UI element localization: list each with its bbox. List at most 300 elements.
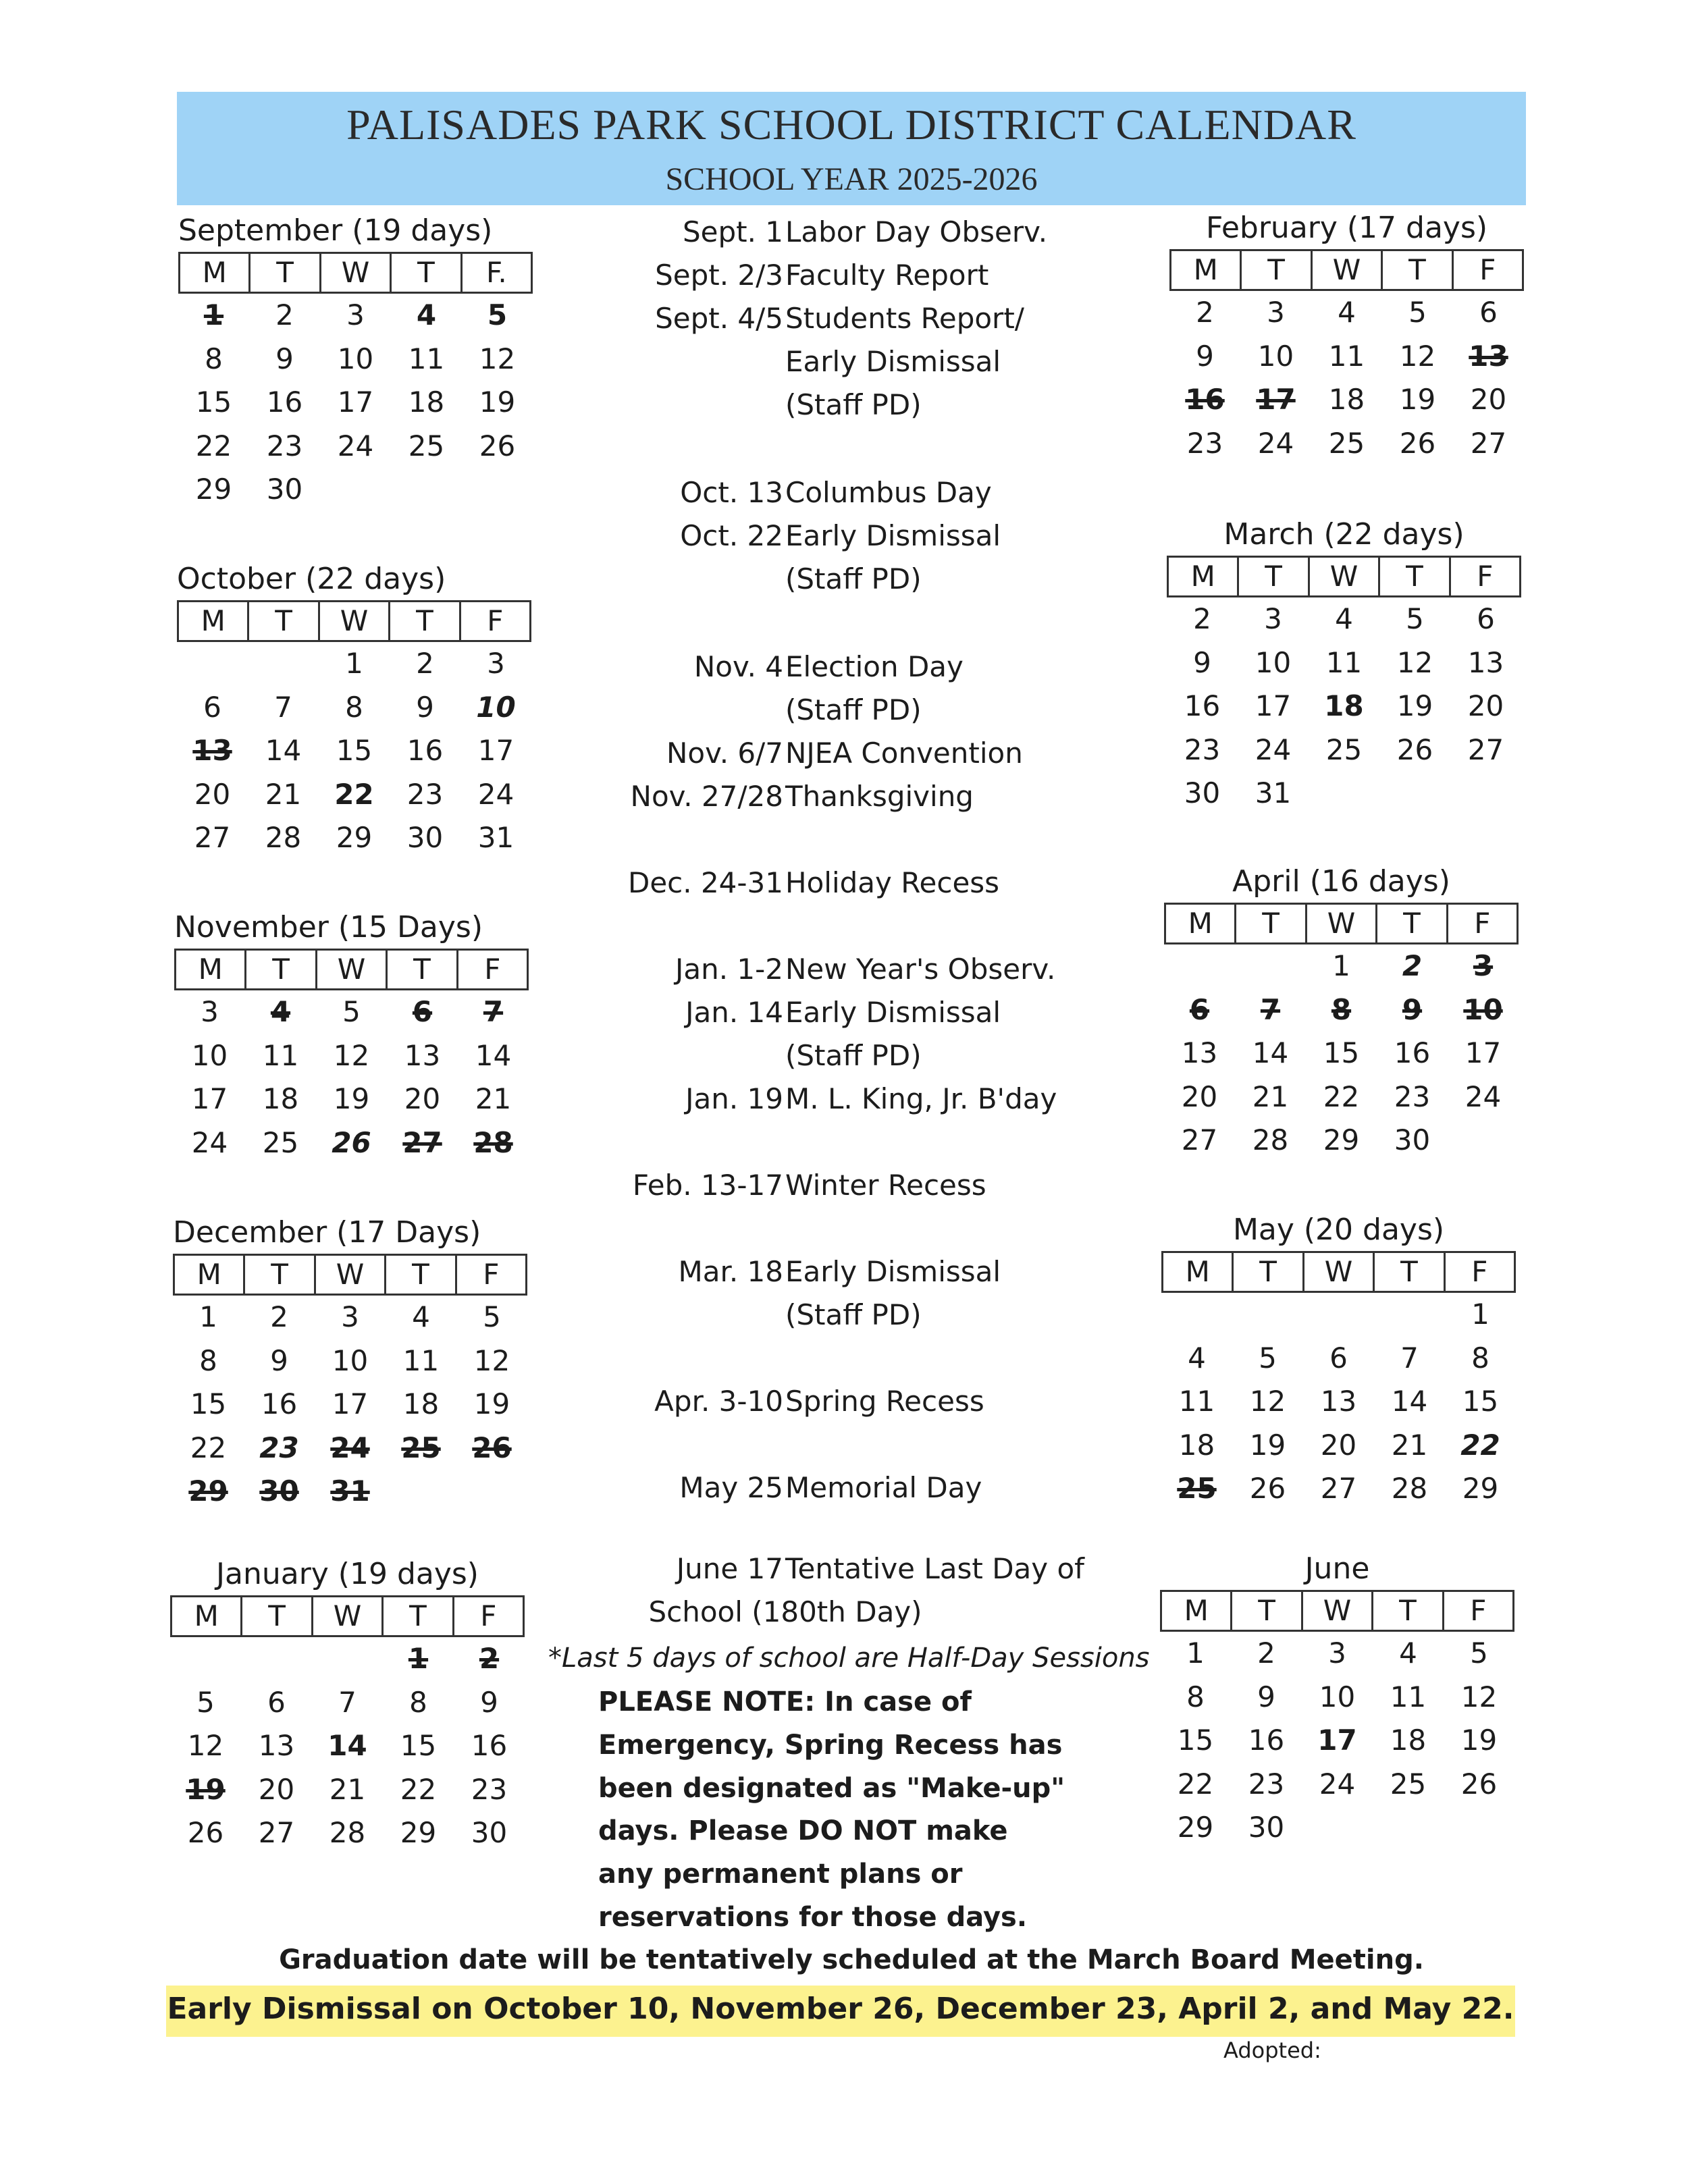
week-row bbox=[170, 1724, 525, 1768]
week-row bbox=[1161, 1293, 1516, 1337]
day-cell: 28 bbox=[1252, 1123, 1289, 1156]
day-cell: 6 bbox=[267, 1685, 286, 1719]
day-cell: 8 bbox=[205, 342, 223, 375]
weekday-label: T bbox=[1375, 905, 1446, 942]
weekday-label: T bbox=[244, 951, 315, 988]
week-row bbox=[178, 338, 533, 381]
weekday-label: T bbox=[381, 1597, 452, 1635]
event-text: Early Dismissal bbox=[785, 519, 1001, 552]
day-cell: 22 bbox=[1323, 1080, 1360, 1113]
day-cell: 3 bbox=[341, 1300, 359, 1333]
day-cell: 26 bbox=[1249, 1472, 1286, 1505]
day-cell: 29 bbox=[1177, 1811, 1214, 1844]
day-cell: 16 bbox=[1185, 383, 1225, 416]
day-cell: 16 bbox=[471, 1729, 508, 1762]
day-cell: 24 bbox=[477, 777, 515, 811]
weekday-header bbox=[173, 1254, 527, 1296]
week-row bbox=[170, 1637, 525, 1681]
day-cell: 31 bbox=[1255, 776, 1292, 809]
day-cell: 19 bbox=[1396, 689, 1433, 722]
day-cell: 19 bbox=[186, 1772, 226, 1806]
month-may bbox=[1161, 1213, 1516, 1511]
day-cell: 2 bbox=[275, 298, 294, 331]
week-row bbox=[1164, 1075, 1519, 1119]
month-april bbox=[1164, 864, 1519, 1163]
week-row bbox=[173, 1383, 527, 1427]
weekday-label: T bbox=[1232, 1253, 1302, 1291]
day-cell: 15 bbox=[195, 385, 232, 419]
day-cell: 3 bbox=[346, 298, 365, 331]
day-cell: 22 bbox=[400, 1772, 437, 1806]
day-cell: 24 bbox=[1319, 1767, 1356, 1801]
day-cell: 17 bbox=[191, 1082, 228, 1115]
event-text: Thanksgiving bbox=[785, 780, 974, 813]
event-text: Labor Day Observ. bbox=[785, 215, 1048, 248]
day-cell: 10 bbox=[332, 1343, 369, 1377]
week-row bbox=[177, 816, 531, 860]
month-title: February (17 days) bbox=[1205, 211, 1488, 245]
day-cell: 9 bbox=[480, 1685, 498, 1719]
weekday-label: M bbox=[198, 953, 223, 986]
week-row bbox=[1164, 944, 1519, 988]
event-date: Sept. 1 bbox=[682, 215, 783, 248]
weekday-label: F bbox=[1442, 1592, 1512, 1630]
event-row bbox=[567, 689, 1161, 732]
weekday-header bbox=[1167, 556, 1521, 597]
day-cell: 23 bbox=[406, 777, 444, 811]
event-row bbox=[567, 732, 1161, 775]
day-cell: 15 bbox=[336, 734, 373, 767]
day-cell: 9 bbox=[1193, 645, 1211, 679]
weekday-label: T bbox=[390, 254, 460, 292]
day-cell: 27 bbox=[1181, 1123, 1218, 1156]
event-row bbox=[567, 991, 1161, 1034]
day-cell: 11 bbox=[408, 342, 445, 375]
weekday-label: W bbox=[1305, 905, 1375, 942]
day-cell bbox=[1373, 1806, 1444, 1850]
week-row bbox=[178, 294, 533, 338]
month-title: December (17 Days) bbox=[173, 1215, 481, 1250]
day-cell: 4 bbox=[1338, 296, 1356, 329]
day-cell: 16 bbox=[406, 734, 444, 767]
week-row bbox=[1161, 1467, 1516, 1511]
event-text: New Year's Observ. bbox=[785, 953, 1056, 986]
event-row bbox=[567, 297, 1161, 340]
day-cell: 1 bbox=[1332, 949, 1350, 982]
weekday-label: W bbox=[1302, 1253, 1373, 1291]
week-row bbox=[170, 1811, 525, 1855]
day-cell: 30 bbox=[1248, 1811, 1285, 1844]
weekday-header bbox=[177, 600, 531, 642]
day-cell: 29 bbox=[336, 821, 373, 854]
day-cell: 16 bbox=[261, 1387, 298, 1420]
day-cell bbox=[312, 1637, 383, 1681]
day-cell: 30 bbox=[471, 1816, 508, 1849]
graduation-note: Graduation date will be tentatively scheduled at the March Board Meeting. bbox=[279, 1944, 1424, 1975]
day-cell: 3 bbox=[487, 647, 505, 680]
day-cell: 3 bbox=[1473, 949, 1494, 982]
day-cell: 25 bbox=[401, 1431, 441, 1464]
day-cell: 2 bbox=[1402, 949, 1423, 982]
day-cell: 5 bbox=[196, 1685, 215, 1719]
month-february bbox=[1169, 211, 1524, 465]
day-cell: 18 bbox=[1390, 1724, 1427, 1757]
day-cell: 5 bbox=[342, 995, 361, 1028]
day-cell: 10 bbox=[476, 690, 516, 724]
month-january bbox=[170, 1557, 525, 1855]
day-cell: 11 bbox=[1325, 645, 1363, 679]
month-title: January (19 days) bbox=[216, 1557, 479, 1591]
event-date: Nov. 27/28 bbox=[630, 780, 783, 813]
day-cell: 10 bbox=[337, 342, 374, 375]
event-row bbox=[567, 1380, 1161, 1423]
day-cell: 25 bbox=[1390, 1767, 1427, 1801]
day-cell: 25 bbox=[408, 429, 445, 462]
week-row bbox=[174, 1121, 529, 1165]
day-cell: 6 bbox=[412, 995, 433, 1028]
day-cell: 9 bbox=[270, 1343, 288, 1377]
day-cell: 6 bbox=[1477, 602, 1495, 635]
day-cell: 4 bbox=[1335, 602, 1353, 635]
day-cell: 18 bbox=[1324, 689, 1364, 722]
day-cell: 9 bbox=[416, 690, 434, 724]
weekday-label: M bbox=[1184, 1594, 1209, 1627]
day-cell: 23 bbox=[266, 429, 303, 462]
day-cell: 3 bbox=[201, 995, 219, 1028]
day-cell bbox=[386, 1470, 456, 1514]
day-cell: 31 bbox=[477, 821, 515, 854]
week-row bbox=[1160, 1763, 1514, 1807]
event-row bbox=[567, 383, 1161, 427]
day-cell: 17 bbox=[337, 385, 374, 419]
day-cell bbox=[241, 1637, 312, 1681]
weekday-label: T bbox=[388, 602, 458, 640]
day-cell: 14 bbox=[327, 1729, 367, 1762]
week-row bbox=[1164, 1032, 1519, 1075]
day-cell: 22 bbox=[195, 429, 232, 462]
day-cell: 4 bbox=[412, 1300, 430, 1333]
day-cell: 5 bbox=[1408, 296, 1427, 329]
event-row bbox=[567, 1034, 1161, 1077]
day-cell: 3 bbox=[1264, 602, 1282, 635]
event-date: Sept. 2/3 bbox=[655, 259, 783, 292]
day-cell: 12 bbox=[1249, 1385, 1286, 1418]
event-row bbox=[567, 861, 1161, 905]
day-cell: 15 bbox=[400, 1729, 437, 1762]
week-row bbox=[1160, 1632, 1514, 1676]
adopted-label: Adopted: bbox=[1223, 2037, 1321, 2063]
day-cell: 14 bbox=[265, 734, 302, 767]
day-cell: 28 bbox=[265, 821, 302, 854]
weekday-label: F bbox=[459, 602, 529, 640]
day-cell: 6 bbox=[1329, 1341, 1348, 1375]
day-cell: 14 bbox=[1252, 1036, 1289, 1069]
event-date: Oct. 13 bbox=[680, 476, 783, 509]
day-cell: 4 bbox=[416, 298, 437, 331]
day-cell bbox=[1374, 1293, 1445, 1337]
day-cell: 28 bbox=[1391, 1472, 1428, 1505]
event-text: NJEA Convention bbox=[785, 737, 1023, 770]
day-cell: 18 bbox=[402, 1387, 440, 1420]
week-row bbox=[170, 1681, 525, 1725]
weekday-label: F. bbox=[460, 254, 531, 292]
day-cell: 21 bbox=[1252, 1080, 1289, 1113]
day-cell: 2 bbox=[479, 1642, 500, 1675]
event-date: May 25 bbox=[679, 1471, 783, 1504]
day-cell: 20 bbox=[1467, 689, 1504, 722]
day-cell bbox=[1448, 1119, 1519, 1163]
day-cell: 9 bbox=[275, 342, 294, 375]
day-cell: 26 bbox=[472, 1431, 512, 1464]
event-text: Early Dismissal bbox=[785, 1255, 1001, 1288]
day-cell: 25 bbox=[1325, 733, 1363, 766]
day-cell: 19 bbox=[473, 1387, 510, 1420]
event-row bbox=[567, 254, 1161, 297]
day-cell: 13 bbox=[1181, 1036, 1218, 1069]
day-cell: 7 bbox=[338, 1685, 357, 1719]
day-cell: 15 bbox=[190, 1387, 227, 1420]
week-row bbox=[1167, 685, 1521, 728]
day-cell: 19 bbox=[479, 385, 516, 419]
weekday-label: T bbox=[1373, 1253, 1443, 1291]
event-row bbox=[567, 1250, 1161, 1294]
month-march bbox=[1167, 517, 1521, 816]
day-cell: 26 bbox=[479, 429, 516, 462]
day-cell bbox=[177, 642, 248, 686]
day-cell: 9 bbox=[1257, 1680, 1275, 1713]
weekday-label: W bbox=[315, 951, 386, 988]
event-row bbox=[567, 1591, 1161, 1634]
please-note-line: days. Please DO NOT make bbox=[598, 1815, 1008, 1847]
day-cell: 17 bbox=[1317, 1724, 1357, 1757]
day-cell: 12 bbox=[187, 1729, 224, 1762]
week-row bbox=[174, 1034, 529, 1078]
day-cell: 16 bbox=[1248, 1724, 1285, 1757]
day-cell: 31 bbox=[330, 1474, 370, 1508]
day-cell: 15 bbox=[1177, 1724, 1214, 1757]
half-day-note: *Last 5 days of school are Half-Day Sessions bbox=[548, 1643, 1150, 1674]
event-date: Dec. 24-31 bbox=[627, 866, 783, 899]
month-october bbox=[177, 562, 531, 860]
day-cell bbox=[1309, 772, 1379, 816]
weekday-label: M bbox=[1193, 253, 1218, 286]
day-cell: 24 bbox=[1465, 1080, 1502, 1113]
month-title: March (22 days) bbox=[1223, 517, 1465, 552]
day-cell: 24 bbox=[330, 1431, 370, 1464]
day-cell: 20 bbox=[194, 777, 231, 811]
day-cell: 10 bbox=[1255, 645, 1292, 679]
event-row bbox=[567, 211, 1161, 254]
month-december bbox=[173, 1215, 527, 1514]
weekday-label: T bbox=[1381, 251, 1451, 289]
weekday-header bbox=[170, 1595, 525, 1637]
week-row bbox=[173, 1470, 527, 1514]
event-date: Mar. 18 bbox=[678, 1255, 783, 1288]
event-date: Sept. 4/5 bbox=[655, 302, 783, 335]
day-cell: 13 bbox=[404, 1038, 441, 1072]
week-row bbox=[1160, 1719, 1514, 1763]
day-cell bbox=[1161, 1293, 1232, 1337]
day-cell bbox=[1450, 772, 1521, 816]
event-row bbox=[567, 340, 1161, 383]
day-cell: 13 bbox=[258, 1729, 295, 1762]
day-cell: 18 bbox=[1178, 1428, 1215, 1462]
month-title: November (15 Days) bbox=[174, 910, 483, 944]
day-cell: 14 bbox=[1391, 1385, 1428, 1418]
weekday-label: W bbox=[1301, 1592, 1371, 1630]
day-cell: 27 bbox=[194, 821, 231, 854]
day-cell: 10 bbox=[1319, 1680, 1356, 1713]
week-row bbox=[1169, 422, 1524, 466]
event-date: Nov. 6/7 bbox=[666, 737, 783, 770]
day-cell: 12 bbox=[1399, 339, 1436, 373]
event-text-cont: School (180th Day) bbox=[648, 1595, 922, 1628]
please-note bbox=[598, 1681, 1125, 1940]
day-cell: 1 bbox=[1186, 1636, 1205, 1670]
day-cell: 17 bbox=[1465, 1036, 1502, 1069]
day-cell: 27 bbox=[1470, 426, 1507, 460]
day-cell: 21 bbox=[475, 1082, 512, 1115]
weekday-label: T bbox=[1234, 905, 1304, 942]
event-row bbox=[567, 514, 1161, 558]
event-row bbox=[567, 471, 1161, 514]
weekday-label: T bbox=[247, 602, 317, 640]
day-cell bbox=[391, 468, 462, 512]
day-cell: 21 bbox=[329, 1772, 366, 1806]
early-dismissal-note: Early Dismissal on October 10, November 26, December 23, April 2, and May 22. bbox=[167, 1992, 1514, 2026]
week-row bbox=[178, 468, 533, 512]
please-note-line: PLEASE NOTE: In case of bbox=[598, 1686, 972, 1717]
day-cell: 16 bbox=[266, 385, 303, 419]
day-cell: 17 bbox=[477, 734, 515, 767]
day-cell: 12 bbox=[333, 1038, 370, 1072]
day-cell: 20 bbox=[258, 1772, 295, 1806]
day-cell: 9 bbox=[1196, 339, 1214, 373]
day-cell bbox=[1232, 1293, 1303, 1337]
day-cell: 23 bbox=[259, 1431, 299, 1464]
day-cell: 19 bbox=[1460, 1724, 1498, 1757]
please-note-line: reservations for those days. bbox=[598, 1901, 1028, 1933]
day-cell: 25 bbox=[1328, 426, 1365, 460]
day-cell: 4 bbox=[1188, 1341, 1206, 1375]
weekday-header bbox=[1164, 903, 1519, 944]
day-cell: 16 bbox=[1394, 1036, 1431, 1069]
month-title: June bbox=[1304, 1551, 1370, 1586]
weekday-header bbox=[1160, 1590, 1514, 1632]
event-text: Early Dismissal bbox=[785, 345, 1001, 378]
day-cell: 27 bbox=[258, 1816, 295, 1849]
weekday-label: F bbox=[1444, 1253, 1514, 1291]
school-year-subtitle: SCHOOL YEAR 2025-2026 bbox=[665, 161, 1038, 197]
day-cell: 30 bbox=[406, 821, 444, 854]
weekday-label: F bbox=[1452, 251, 1522, 289]
week-row bbox=[173, 1296, 527, 1339]
day-cell: 23 bbox=[1184, 733, 1221, 766]
day-cell: 1 bbox=[1471, 1298, 1489, 1331]
day-cell: 11 bbox=[1178, 1385, 1215, 1418]
week-row bbox=[177, 642, 531, 686]
day-cell: 27 bbox=[1320, 1472, 1357, 1505]
day-cell: 13 bbox=[1469, 339, 1508, 373]
day-cell: 13 bbox=[192, 734, 232, 767]
day-cell: 20 bbox=[404, 1082, 441, 1115]
day-cell: 4 bbox=[1399, 1636, 1417, 1670]
weekday-label: T bbox=[1240, 251, 1310, 289]
day-cell: 30 bbox=[1184, 776, 1221, 809]
day-cell: 11 bbox=[1328, 339, 1365, 373]
week-row bbox=[177, 686, 531, 730]
day-cell bbox=[1303, 1293, 1374, 1337]
day-cell: 10 bbox=[191, 1038, 228, 1072]
week-row bbox=[170, 1768, 525, 1812]
weekday-label: M bbox=[1188, 907, 1213, 940]
event-text: Memorial Day bbox=[785, 1471, 982, 1504]
event-text: Columbus Day bbox=[785, 476, 992, 509]
day-cell: 17 bbox=[332, 1387, 369, 1420]
day-cell: 15 bbox=[1462, 1385, 1499, 1418]
weekday-label: M bbox=[201, 604, 226, 637]
weekday-label: F bbox=[455, 1256, 525, 1294]
event-text: (Staff PD) bbox=[785, 562, 922, 595]
event-text: Winter Recess bbox=[785, 1169, 986, 1202]
weekday-label: W bbox=[1308, 558, 1378, 595]
week-row bbox=[174, 1077, 529, 1121]
day-cell: 29 bbox=[1323, 1123, 1360, 1156]
day-cell: 5 bbox=[1259, 1341, 1277, 1375]
day-cell: 29 bbox=[1462, 1472, 1499, 1505]
weekday-label: T bbox=[1230, 1592, 1300, 1630]
day-cell: 1 bbox=[203, 298, 224, 331]
day-cell: 2 bbox=[1257, 1636, 1275, 1670]
day-cell: 20 bbox=[1320, 1428, 1357, 1462]
week-row bbox=[1160, 1806, 1514, 1850]
day-cell: 8 bbox=[345, 690, 363, 724]
day-cell: 8 bbox=[1331, 992, 1352, 1026]
weekday-label: T bbox=[243, 1256, 313, 1294]
day-cell: 5 bbox=[1470, 1636, 1488, 1670]
day-cell: 6 bbox=[1189, 992, 1210, 1026]
event-row bbox=[567, 645, 1161, 689]
event-text: (Staff PD) bbox=[785, 388, 922, 421]
week-row bbox=[178, 381, 533, 425]
day-cell: 6 bbox=[1479, 296, 1498, 329]
week-row bbox=[1167, 641, 1521, 685]
week-row bbox=[1167, 728, 1521, 772]
month-title: May (20 days) bbox=[1232, 1213, 1445, 1247]
day-cell: 5 bbox=[483, 1300, 501, 1333]
event-text: Early Dismissal bbox=[785, 996, 1001, 1029]
event-text: Students Report/ bbox=[785, 302, 1024, 335]
day-cell: 23 bbox=[471, 1772, 508, 1806]
day-cell bbox=[1444, 1806, 1514, 1850]
event-text: Spring Recess bbox=[785, 1385, 984, 1418]
day-cell: 13 bbox=[1320, 1385, 1357, 1418]
weekday-label: F bbox=[1446, 905, 1516, 942]
day-cell: 8 bbox=[1186, 1680, 1205, 1713]
weekday-header bbox=[174, 949, 529, 990]
day-cell: 29 bbox=[195, 473, 232, 506]
day-cell bbox=[1235, 944, 1306, 988]
day-cell: 30 bbox=[259, 1474, 299, 1508]
day-cell: 27 bbox=[1467, 733, 1504, 766]
weekday-label: W bbox=[318, 602, 388, 640]
day-cell: 24 bbox=[1255, 733, 1292, 766]
day-cell: 5 bbox=[487, 298, 508, 331]
day-cell: 12 bbox=[1396, 645, 1433, 679]
day-cell: 18 bbox=[262, 1082, 299, 1115]
day-cell: 21 bbox=[265, 777, 302, 811]
day-cell: 2 bbox=[416, 647, 434, 680]
